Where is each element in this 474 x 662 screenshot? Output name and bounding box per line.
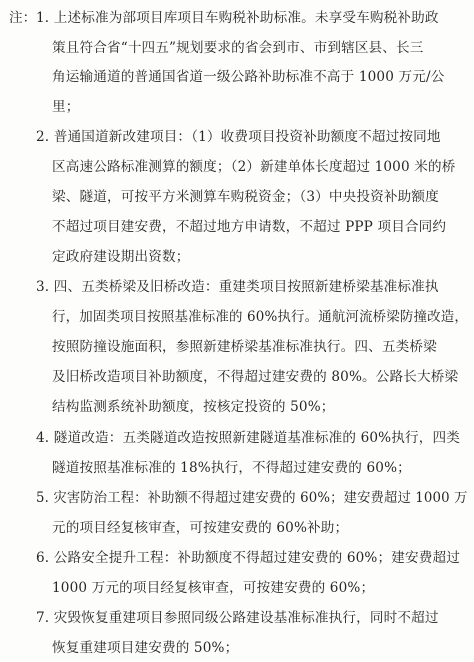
text-line: 角运输通道的普通国省道一级公路补助标准不高于 1000 万元/公: [52, 69, 445, 85]
text-line: 5. 灾害防治工程：补助额不得超过建安费的 60%；建安费超过 1000 万: [36, 490, 468, 506]
text-line: 行，加固类项目按照基准标准的 60%执行。通航河流桥梁防撞改造，: [52, 309, 468, 325]
text-line: 1000 万元的项目经复核审查，可按建安费的 60%；: [52, 580, 375, 596]
text-line: 区高速公路标准测算的额度；（2）新建单体长度超过 1000 米的桥: [52, 159, 456, 175]
text-line: 不超过项目建安费，不超过地方申请数，不超过 PPP 项目合同约: [52, 219, 447, 235]
text-line: 及旧桥改造项目补助额度，不得超过建安费的 80%。公路长大桥梁: [52, 369, 459, 385]
text-line: 恢复重建项目建安费的 50%；: [52, 640, 239, 656]
text-line: 1. 上述标准为部项目库项目车购税补助标准。未享受车购税补助政: [36, 10, 439, 26]
text-line: 7. 灾毁恢复重建项目参照同级公路建设基准标准执行，同时不超过: [36, 610, 439, 626]
text-line: 6. 公路安全提升工程：补助额度不得超过建安费的 60%；建安费超过: [36, 550, 460, 566]
text-line: 元的项目经复核审查，可按建安费的 60%补助；: [52, 520, 349, 536]
text-line: 隧道按照基准标准的 18%执行，不得超过建安费的 60%；: [52, 460, 411, 476]
text-line: 2. 普通国道新改建项目：（1）收费项目投资补助额度不超过按同地: [36, 129, 441, 145]
text-line: 定政府建设期出资数；: [52, 249, 190, 265]
text-line: 4. 隧道改造：五类隧道改造按照新建隧道基准标准的 60%执行，四类: [36, 430, 460, 446]
note-label: 注：: [9, 10, 37, 26]
text-line: 按照防撞设施面积，参照新建桥梁基准标准执行。四、五类桥梁: [52, 339, 437, 355]
text-line: 结构监测系统补助额度，按核定投资的 50%；: [52, 399, 335, 415]
text-line: 策且符合省“十四五”规划要求的省会到市、市到辖区县、长三: [52, 40, 424, 56]
text-line: 梁、隧道，可按平方米测算车购税资金；（3）中央投资补助额度: [52, 189, 439, 205]
text-line: 3. 四、五类桥梁及旧桥改造：重建类项目按照新建桥梁基准标准执: [36, 279, 439, 295]
text-line: 里；: [52, 99, 80, 115]
